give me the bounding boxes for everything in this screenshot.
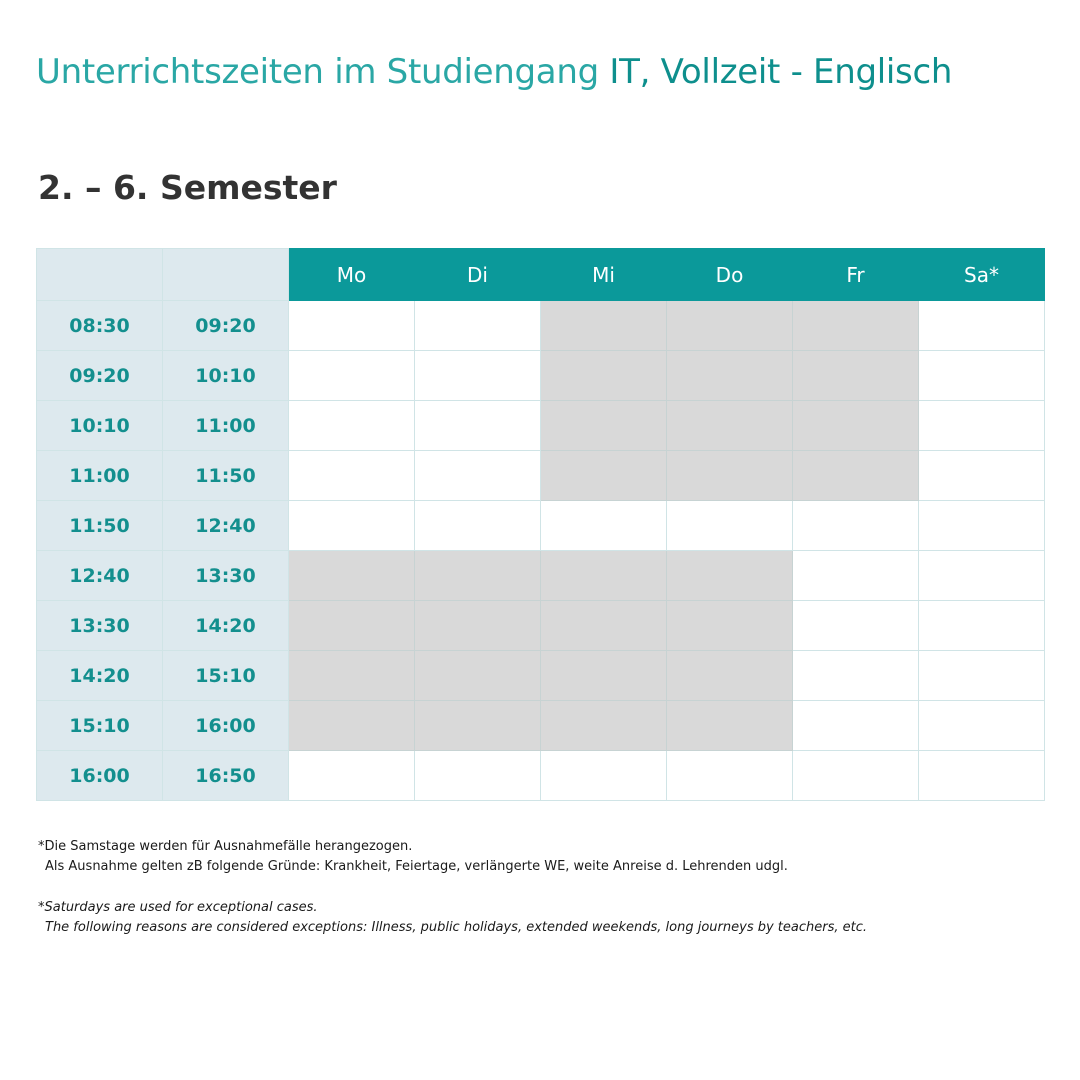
schedule-cell-class [541,351,667,401]
semester-heading: 2. – 6. Semester [38,168,337,207]
schedule-cell-free [919,401,1045,451]
schedule-cell-class [541,551,667,601]
slot-end-time: 11:50 [163,451,289,501]
header-corner-end [163,249,289,301]
schedule-cell-class [289,701,415,751]
time-slot-row [37,651,1045,701]
slot-end-time: 15:10 [163,651,289,701]
schedule-cell-free [793,551,919,601]
schedule-cell-free [793,701,919,751]
time-slot-row [37,701,1045,751]
schedule-cell-class [541,301,667,351]
schedule-cell-free [289,501,415,551]
schedule-cell-class [793,301,919,351]
title-program: IT, Vollzeit - Englisch [609,52,953,92]
slot-end-time: 16:50 [163,751,289,801]
footnote-german-line1: *Die Samstage werden für Ausnahmefälle herangezogen. [38,839,413,854]
schedule-cell-free [541,751,667,801]
schedule-cell-class [415,701,541,751]
schedule-cell-class [667,551,793,601]
schedule-cell-free [415,501,541,551]
day-header: Di [415,249,541,301]
schedule-cell-free [289,301,415,351]
day-header: Mi [541,249,667,301]
schedule-cell-class [541,401,667,451]
schedule-cell-free [667,751,793,801]
slot-start-time: 14:20 [37,651,163,701]
schedule-cell-free [793,651,919,701]
time-slot-row [37,451,1045,501]
schedule-cell-free [919,751,1045,801]
schedule-cell-free [289,751,415,801]
schedule-cell-free [289,401,415,451]
header-corner-start [37,249,163,301]
time-slot-row [37,601,1045,651]
schedule-cell-class [667,701,793,751]
schedule-cell-free [919,551,1045,601]
slot-start-time: 11:50 [37,501,163,551]
footnote-german [38,837,788,877]
schedule-cell-class [289,551,415,601]
schedule-cell-free [415,751,541,801]
schedule-cell-free [919,501,1045,551]
schedule-cell-class [541,601,667,651]
schedule-cell-free [919,651,1045,701]
schedule-cell-class [793,401,919,451]
slot-end-time: 11:00 [163,401,289,451]
slot-start-time: 08:30 [37,301,163,351]
schedule-cell-class [415,601,541,651]
time-slot-row [37,751,1045,801]
schedule-cell-class [793,351,919,401]
time-slot-row [37,401,1045,451]
schedule-cell-free [919,351,1045,401]
day-header: Sa* [919,249,1045,301]
schedule-cell-class [667,401,793,451]
schedule-cell-free [415,401,541,451]
schedule-cell-free [793,501,919,551]
schedule-cell-free [415,351,541,401]
schedule-cell-class [667,301,793,351]
schedule-cell-class [793,451,919,501]
schedule-cell-free [415,451,541,501]
time-slot-row [37,551,1045,601]
day-header: Fr [793,249,919,301]
schedule-cell-free [919,301,1045,351]
day-header: Do [667,249,793,301]
slot-end-time: 12:40 [163,501,289,551]
schedule-cell-class [541,451,667,501]
schedule-cell-class [415,651,541,701]
schedule-cell-class [541,651,667,701]
schedule-cell-free [289,351,415,401]
footnote-german-line2: Als Ausnahme gelten zB folgende Gründe: Krankheit, Feiertage, verlängerte WE, weite Anreise d. Lehrenden udgl. [45,859,788,874]
schedule-cell-class [541,701,667,751]
schedule-cell-free [667,501,793,551]
slot-start-time: 10:10 [37,401,163,451]
slot-start-time: 13:30 [37,601,163,651]
slot-start-time: 12:40 [37,551,163,601]
schedule-cell-class [667,651,793,701]
schedule-cell-free [919,601,1045,651]
schedule-cell-class [667,601,793,651]
schedule-cell-free [919,701,1045,751]
title-prefix: Unterrichtszeiten im Studiengang [36,52,610,92]
footnote-english-line2: The following reasons are considered exceptions: Illness, public holidays, extended weekends, long journeys by teachers, etc. [45,920,868,935]
schedule-cell-class [289,651,415,701]
slot-end-time: 09:20 [163,301,289,351]
slot-start-time: 11:00 [37,451,163,501]
schedule-cell-free [289,451,415,501]
footnote-english [38,898,867,938]
footnote-english-line1: *Saturdays are used for exceptional cases. [38,900,318,915]
schedule-cell-free [541,501,667,551]
slot-end-time: 13:30 [163,551,289,601]
time-slot-row [37,351,1045,401]
schedule-cell-free [919,451,1045,501]
slot-end-time: 14:20 [163,601,289,651]
schedule-cell-class [415,551,541,601]
schedule-cell-class [667,451,793,501]
schedule-body [37,301,1045,801]
schedule-header-row [37,249,1045,301]
slot-end-time: 10:10 [163,351,289,401]
slot-start-time: 16:00 [37,751,163,801]
slot-end-time: 16:00 [163,701,289,751]
schedule-cell-free [793,601,919,651]
page-title [36,52,952,92]
schedule-cell-free [793,751,919,801]
schedule-cell-class [289,601,415,651]
schedule-table [36,248,1045,801]
schedule-cell-class [667,351,793,401]
day-header: Mo [289,249,415,301]
time-slot-row [37,501,1045,551]
slot-start-time: 15:10 [37,701,163,751]
time-slot-row [37,301,1045,351]
schedule-cell-free [415,301,541,351]
slot-start-time: 09:20 [37,351,163,401]
